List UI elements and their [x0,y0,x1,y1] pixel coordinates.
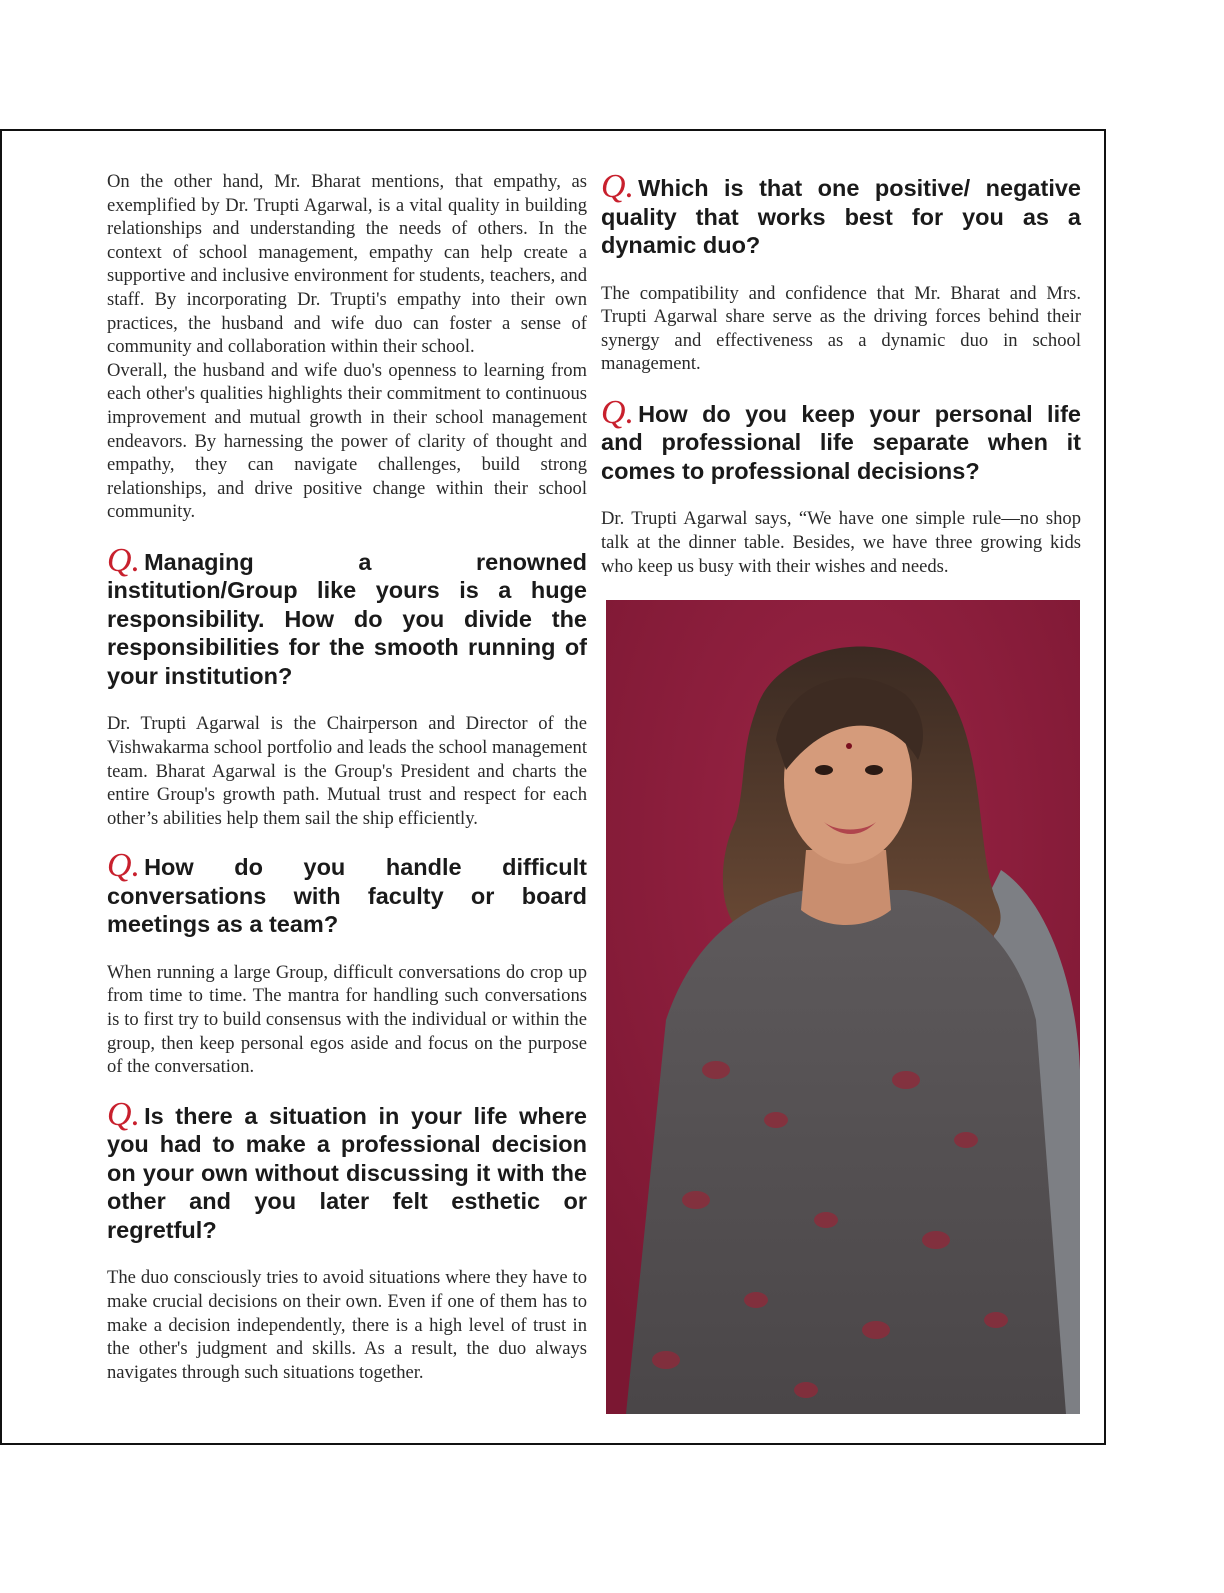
intro-paragraph-2: Overall, the husband and wife duo's openness to learning from each other's qualities highlights their commitment to continuous improvement and mutual growth in their school management endeavors. By harnessing the power of clarity of thought and empathy, they can navigate challenges, build strong relationships, and drive positive change within their school community. [107,359,587,523]
question-heading-2 [107,847,587,939]
intro-paragraph-1: On the other hand, Mr. Bharat mentions, that empathy, as exemplified by Dr. Trupti Agarwal, is a vital quality in building relationships and understanding the needs of others. In the context of school management, empathy can help create a supportive and inclusive environment for students, teachers, and staff. By incorporating Dr. Trupti's empathy into their own practices, the husband and wife duo can foster a sense of community and collaboration within their school. [107,171,587,358]
dress-shape [626,890,1066,1414]
right-column [601,170,1081,578]
left-eye [815,765,833,775]
bindi-dot [846,743,852,749]
question-text: How do you keep your personal life and professional life separate when it comes to professional decisions? [601,400,1081,484]
right-eye [865,765,883,775]
question-text: Which is that one positive/ negative quality that works best for you as a dynamic duo? [601,175,1081,258]
left-column [107,170,587,1384]
question-mark-icon: Q. [107,541,141,579]
question-mark-icon: Q. [601,168,635,205]
answer-paragraph-3: The duo consciously tries to avoid situations where they have to make crucial decisions on their own. Even if one of them has to make a decision independently, there is a high level of trust in the other's judgment and skills. As a result, the duo always navigates through such situations together. [107,1267,587,1383]
answer-paragraph-1: Dr. Trupti Agarwal is the Chairperson and Director of the Vishwakarma school portfolio and leads the school management team. Bharat Agarwal is the Group's President and charts the entire Group's growth path. Mutual trust and respect for each other’s abilities help them sail the ship efficiently. [107,713,587,829]
portrait-illustration [606,600,1080,1414]
portrait-photo [606,600,1080,1414]
question-heading-3 [107,1095,587,1245]
question-text: How do you handle difficult conversations with faculty or board meetings as a team? [107,854,587,938]
question-heading-4 [601,168,1081,260]
question-text: Managing a renowned institution/Group like yours is a huge responsibility. How do you divide the responsibilities for the smooth running of your institution? [107,548,587,689]
question-heading-5 [601,393,1081,486]
question-text: Is there a situation in your life where you had to make a professional decision on your own without discussing it with the other and you later felt esthetic or regretful? [107,1102,587,1243]
question-mark-icon: Q. [601,393,635,431]
question-mark-icon: Q. [107,1095,141,1133]
question-heading-1 [107,541,587,691]
question-mark-icon: Q. [107,847,141,885]
answer-paragraph-5: Dr. Trupti Agarwal says, “We have one simple rule—no shop talk at the dinner table. Besides, we have three growing kids who keep us busy with their wishes and needs. [601,508,1081,577]
answer-paragraph-2: When running a large Group, difficult conversations do crop up from time to time. The mantra for handling such conversations is to first try to build consensus with the individual or within the group, then keep personal egos aside and focus on the purpose of the conversation. [107,961,587,1078]
answer-paragraph-4: The compatibility and confidence that Mr. Bharat and Mrs. Trupti Agarwal share serve as the driving forces behind their synergy and effectiveness as a dynamic duo in school management. [601,282,1081,375]
